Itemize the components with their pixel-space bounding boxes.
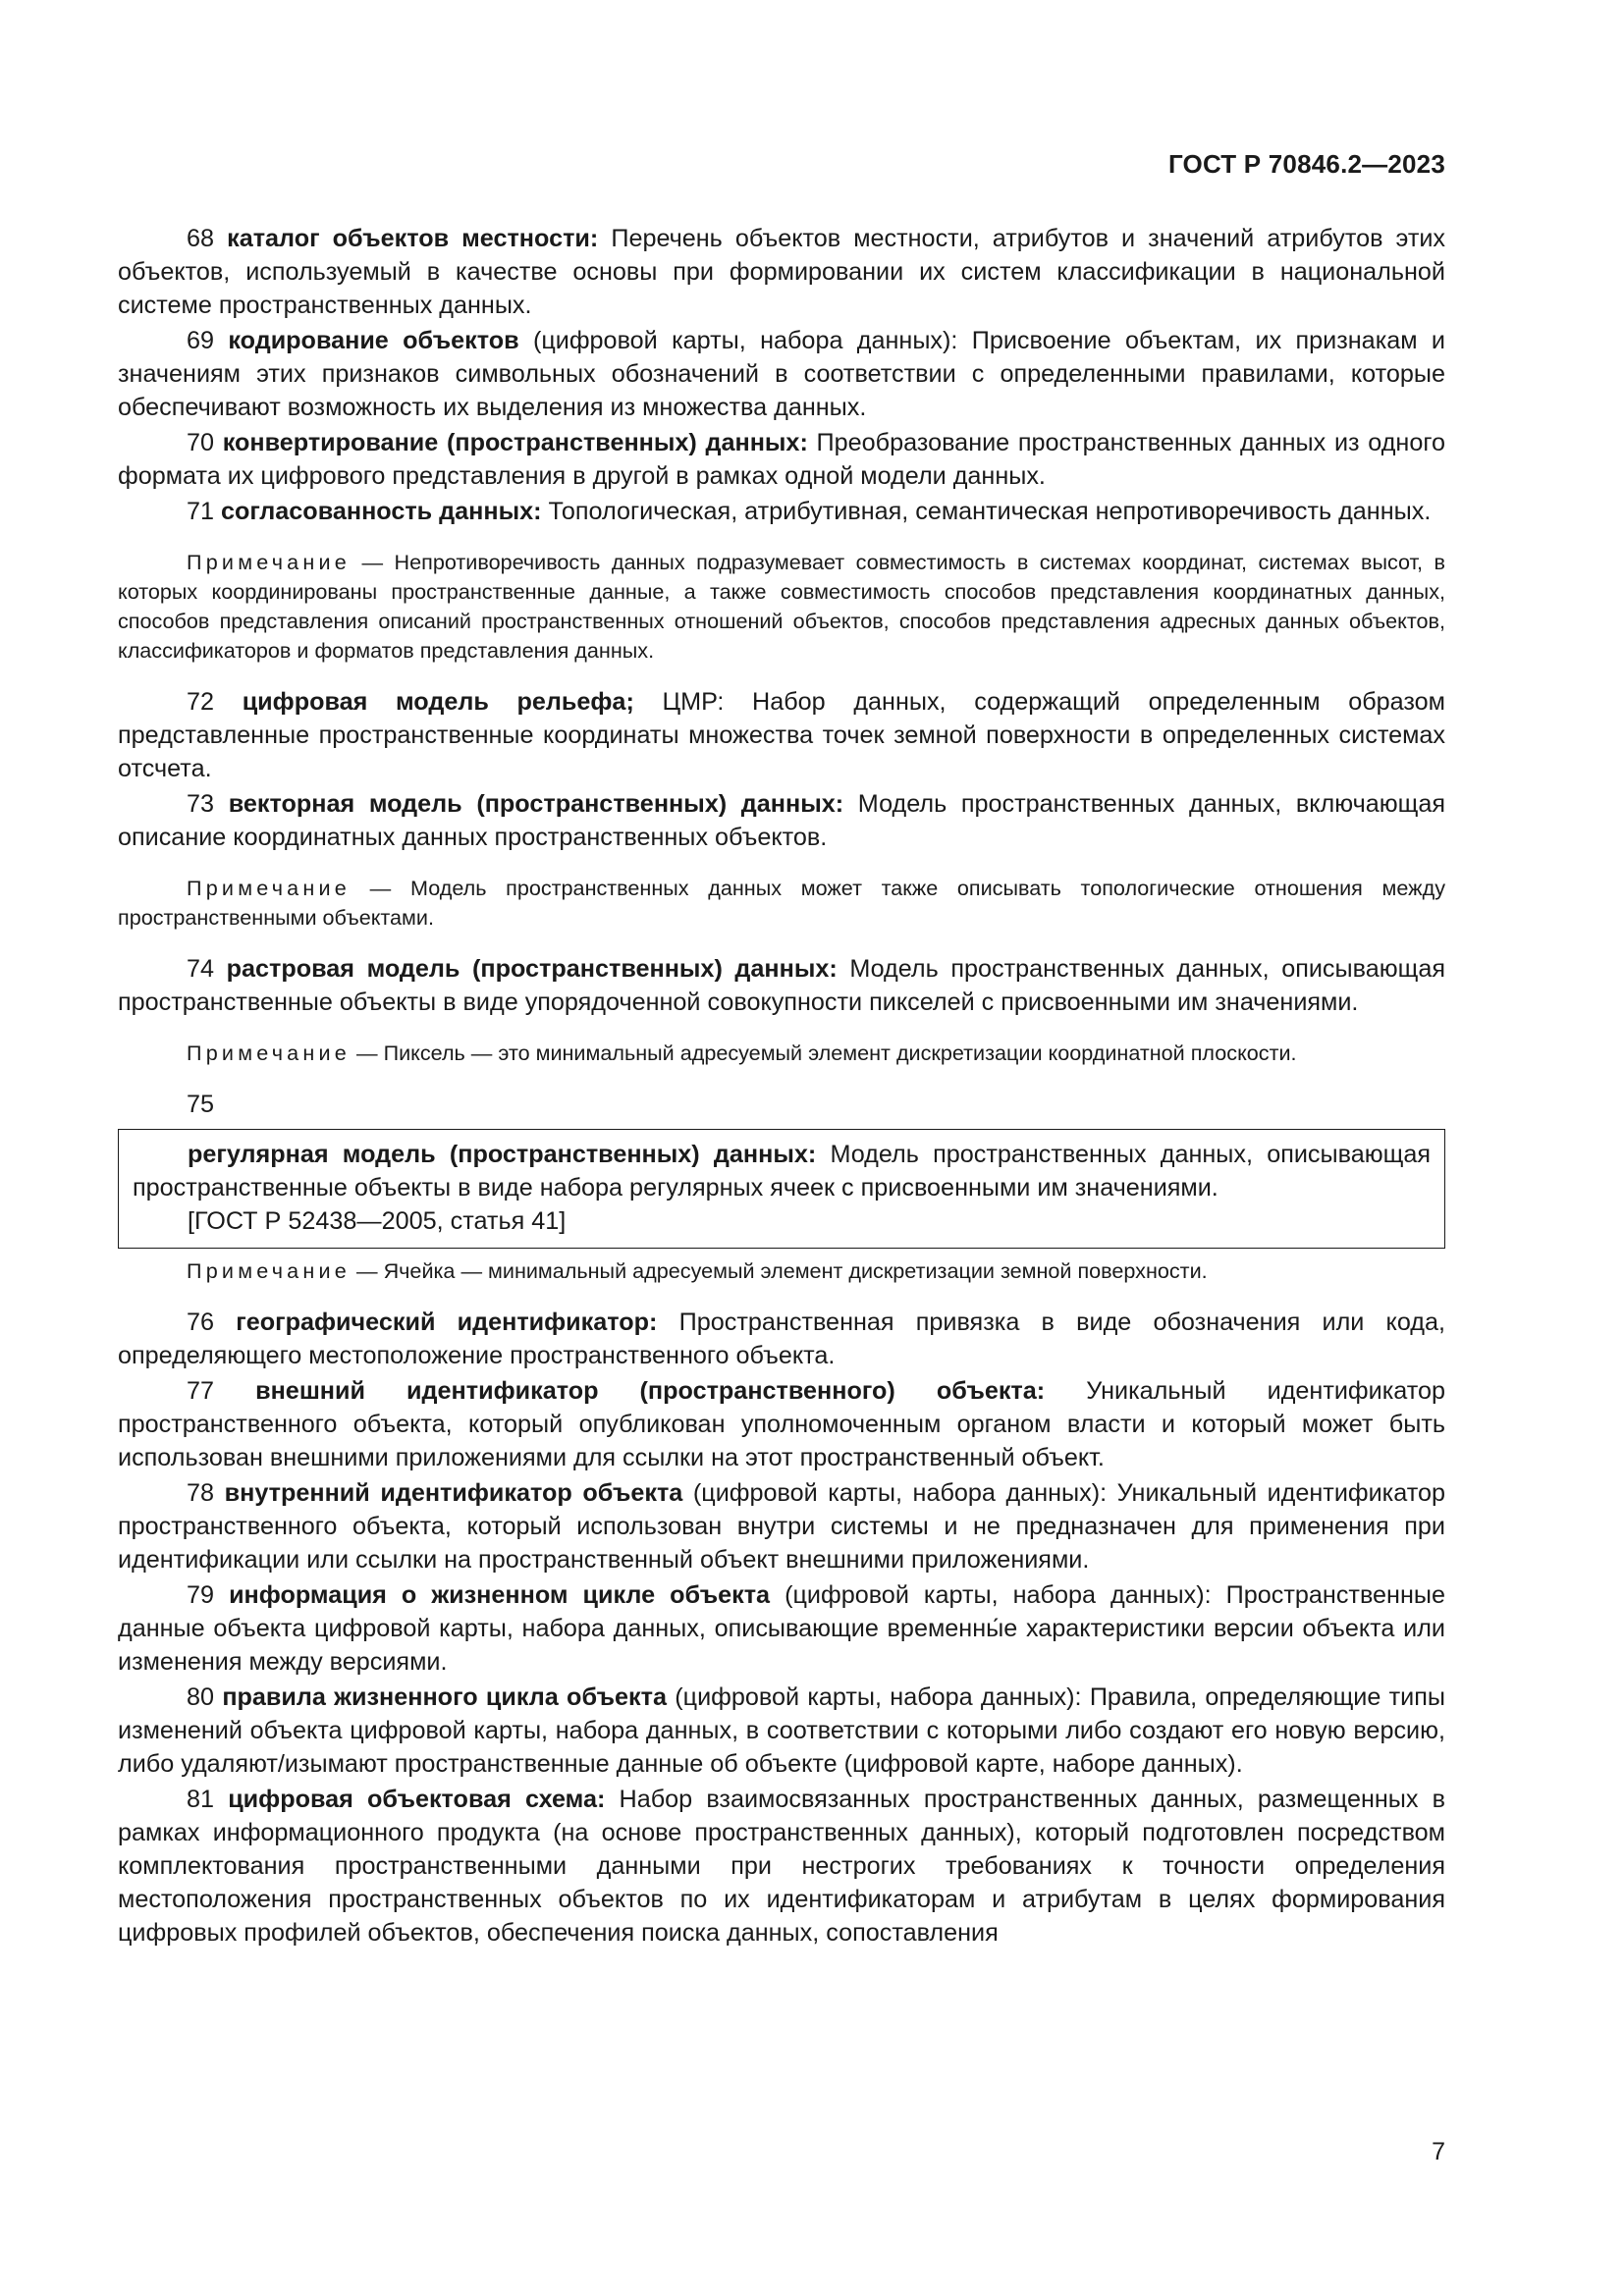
term-77 bbox=[118, 1374, 1445, 1474]
term-number: 76 bbox=[187, 1308, 215, 1336]
term-number: 79 bbox=[187, 1581, 215, 1609]
term-75-number: 75 bbox=[187, 1091, 215, 1118]
term-number: 69 bbox=[187, 327, 215, 354]
term-definition: Преобразование пространственных данных из одного формата их цифрового представления в другой в рамках одной модели данных. bbox=[118, 429, 1445, 490]
term-name: векторная модель (пространственных) данных: bbox=[228, 790, 844, 818]
term-70 bbox=[118, 426, 1445, 493]
note-73 bbox=[118, 874, 1445, 933]
term-76 bbox=[118, 1306, 1445, 1372]
term-81 bbox=[118, 1783, 1445, 1949]
note-text: — Ячейка — минимальный адресуемый элемент дискретизации земной поверхности. bbox=[351, 1258, 1208, 1283]
term-73 bbox=[118, 787, 1445, 854]
term-79 bbox=[118, 1578, 1445, 1679]
term-number: 68 bbox=[187, 225, 215, 252]
term-75-box bbox=[118, 1129, 1445, 1249]
term-number: 77 bbox=[187, 1377, 215, 1405]
term-definition: (цифровой карты, набора данных): Присвоение объектам, их признакам и значениям этих признаков символьных обозначений в соответствии с определенными правилами, которые обеспечивают возможность их выделения из множества данных. bbox=[118, 327, 1445, 421]
term-68 bbox=[118, 222, 1445, 322]
term-number: 71 bbox=[187, 498, 215, 525]
term-name: конвертирование (пространственных) данных: bbox=[222, 429, 808, 456]
term-source-reference: [ГОСТ Р 52438—2005, статья 41] bbox=[188, 1207, 567, 1235]
term-name: внешний идентификатор (пространственного) объекта: bbox=[255, 1377, 1046, 1405]
term-number: 74 bbox=[187, 955, 215, 983]
term-name: правила жизненного цикла объекта bbox=[222, 1683, 667, 1711]
term-75 bbox=[133, 1138, 1431, 1204]
note-text: — Непротиворечивость данных подразумевает совместимость в системах координат, системах высот, в которых координированы пространственные данные, а также совместимость способов представления координатных данных, способов представления описаний пространственных отношений объектов, способов представления адресных данных объектов, классификаторов и форматов представления данных. bbox=[118, 550, 1445, 663]
term-number: 73 bbox=[187, 790, 215, 818]
term-number: 81 bbox=[187, 1786, 215, 1813]
term-name: внутренний идентификатор объекта bbox=[224, 1479, 683, 1507]
term-name: согласованность данных: bbox=[221, 498, 542, 525]
term-definition: Топологическая, атрибутивная, семантическая непротиворечивость данных. bbox=[541, 498, 1432, 525]
term-definition: (цифровой карты, набора данных): Правила, определяющие типы изменений объекта цифровой карты, набора данных, в соответствии с которыми либо создают его новую версию, либо удаляют/изымают пространственные данные об объекте (цифровой карте, наборе данных). bbox=[118, 1683, 1445, 1778]
term-72 bbox=[118, 685, 1445, 785]
term-71 bbox=[118, 495, 1445, 528]
note-text: — Пиксель — это минимальный адресуемый элемент дискретизации координатной плоскости. bbox=[351, 1041, 1297, 1065]
note-label: Примечание bbox=[187, 1041, 351, 1065]
term-definition: Уникальный идентификатор пространственного объекта, который опубликован уполномоченным органом власти и который может быть использован внешними приложениями для ссылки на этот пространственный объект. bbox=[118, 1377, 1446, 1471]
note-text: — Модель пространственных данных может также описывать топологические отношения между пространственными объектами. bbox=[118, 876, 1445, 930]
note-label: Примечание bbox=[187, 1258, 351, 1283]
term-definition: (цифровой карты, набора данных): Уникальный идентификатор пространственного объекта, который использован внутри системы и не предназначен для применения при идентификации или ссылки на пространственный объект внешними приложениями. bbox=[118, 1479, 1445, 1574]
term-name: регулярная модель (пространственных) данных: bbox=[188, 1141, 817, 1168]
note-74 bbox=[118, 1039, 1445, 1068]
term-definition: Пространственная привязка в виде обозначения или кода, определяющего местоположение пространственного объекта. bbox=[118, 1308, 1446, 1369]
term-definition: Модель пространственных данных, включающая описание координатных данных пространственных объектов. bbox=[118, 790, 1445, 851]
term-definition: ЦМР: Набор данных, содержащий определенным образом представленные пространственные координаты множества точек земной поверхности в определенных системах отсчета. bbox=[118, 688, 1445, 782]
term-definition: Перечень объектов местности, атрибутов и значений атрибутов этих объектов, используемый в качестве основы при формировании их систем классификации в национальной системе пространственных данных. bbox=[118, 225, 1446, 319]
term-78 bbox=[118, 1476, 1445, 1576]
term-name: цифровая модель рельефа; bbox=[242, 688, 634, 716]
term-name: кодирование объектов bbox=[228, 327, 519, 354]
document-code: ГОСТ Р 70846.2—2023 bbox=[1167, 149, 1445, 179]
term-name: информация о жизненном цикле объекта bbox=[229, 1581, 771, 1609]
term-name: каталог объектов местности: bbox=[227, 225, 599, 252]
note-label: Примечание bbox=[187, 876, 351, 900]
note-75 bbox=[118, 1256, 1445, 1286]
term-name: географический идентификатор: bbox=[236, 1308, 658, 1336]
term-74 bbox=[118, 952, 1445, 1019]
term-definition: Набор взаимосвязанных пространственных данных, размещенных в рамках информационного продукта (на основе пространственных данных), который подготовлен посредством комплектования пространственными данными при нестрогих требованиях к точности определения местоположения пространственных объектов по их идентификаторам и атрибутам в целях формирования цифровых профилей объектов, обеспечения поиска данных, сопоставления bbox=[118, 1786, 1446, 1947]
term-69 bbox=[118, 324, 1445, 424]
note-label: Примечание bbox=[187, 550, 351, 574]
term-number: 80 bbox=[187, 1683, 215, 1711]
note-71 bbox=[118, 548, 1445, 666]
term-definition: Модель пространственных данных, описывающая пространственные объекты в виде упорядоченной совокупности пикселей с присвоенными им значениями. bbox=[118, 955, 1445, 1016]
document-body bbox=[118, 222, 1445, 1951]
term-definition: Модель пространственных данных, описывающая пространственные объекты в виде набора регулярных ячеек с присвоенными им значениями. bbox=[133, 1141, 1431, 1201]
term-name: растровая модель (пространственных) данных: bbox=[226, 955, 838, 983]
term-number: 78 bbox=[187, 1479, 215, 1507]
term-80 bbox=[118, 1681, 1445, 1781]
term-name: цифровая объектовая схема: bbox=[228, 1786, 606, 1813]
term-number: 70 bbox=[187, 429, 215, 456]
term-definition: (цифровой карты, набора данных): Пространственные данные объекта цифровой карты, набора данных, описывающие временны́е характеристики версии объекта или изменения между версиями. bbox=[118, 1581, 1445, 1676]
page-number: 7 bbox=[1432, 2138, 1445, 2165]
term-number: 72 bbox=[187, 688, 215, 716]
